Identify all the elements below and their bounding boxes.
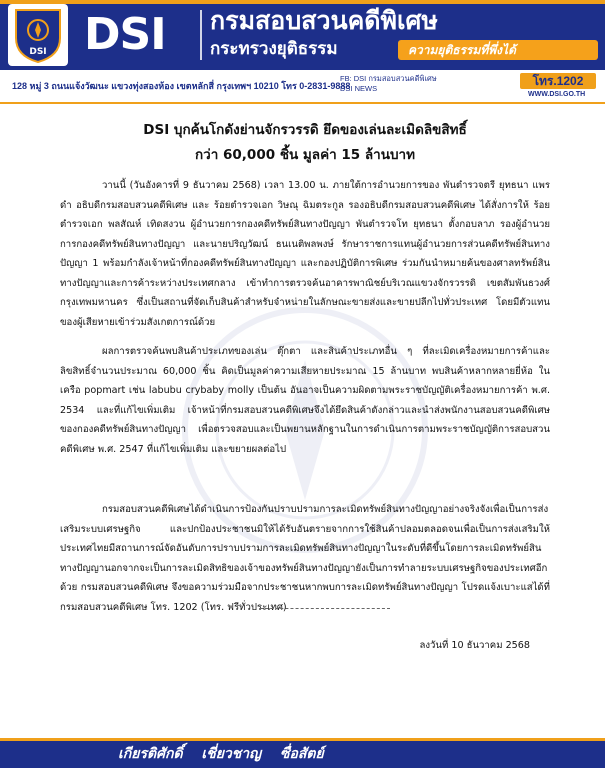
paragraph-1: วานนี้ (วันอังคารที่ 9 ธันวาคม 2568) เวลา 13.00 น. ภายใต้การอำนวยการของ พันตำรวจตรี ยุทธนา แพรดำ อธิบดีกรมสอบสวนคดีพิเศษ และ ร้อยตำรวจเอก วิษณุ ฉิมตระกูล รองอธิบดีกรมสอบสวนคดีพิเศษ ได้สั่งการให้ ร้อยตำรวจเอก พลสัณห์ เทิดสงวน ผู้อำนวยการกองคดีทรัพย์สินทางปัญญา พันตำรวจโท ยุทธนา ตั้งกอบลาภ รองผู้อำนวยการกองคดีทรัพย์สินทางปัญญา และนายปริญวัฒน์ ธนเนติพลพงษ์ รักษาราชการแทนผู้อำนวยการส่วนคดีทรัพย์สินทางปัญญา 1 พร้อมกำลังเจ้าหน้าที่กองคดีทรัพย์สินทางปัญญา และกองปฏิบัติการพิเศษ ร่วมกันนำหมายค้นของศาลทรัพย์สินทางปัญญาและการค้าระหว่างประเทศกลาง เข้าทำการตรวจค้นอาคารพาณิชย์บริเวณแขวงจักรวรรดิ เขตสัมพันธวงศ์ กรุงเทพมหานคร ซึ่งเป็นสถานที่จัดเก็บสินค้าสำหรับจำหน่ายในลักษณะขายส่งและขายปลีกไปทั่วประเทศ โดยมีตัวแทนของผู้เสียหายเข้าร่วมสังเกตการณ์ด้วย <box>60 180 550 328</box>
facebook-line-1: FB: DSI กรมสอบสวนคดีพิเศษ <box>340 74 437 83</box>
header-divider <box>200 10 202 60</box>
article-title-line-1: DSI บุกค้นโกดังย่านจักรวรรดิ ยึดของเล่นละเมิดลิขสิทธิ์ <box>143 122 467 138</box>
footer-motto <box>118 744 338 764</box>
motto-word-1: เกียรติศักดิ์ <box>118 746 183 762</box>
motto-word-2: เชี่ยวชาญ <box>201 746 262 762</box>
slogan-text: ความยุติธรรมที่พึ่งได้ <box>408 43 516 57</box>
footer-banner <box>0 738 605 768</box>
dashed-divider <box>260 608 390 609</box>
accent-stripe <box>0 0 605 4</box>
article-title-line-2: กว่า 60,000 ชิ้น มูลค่า 15 ล้านบาท <box>194 147 416 163</box>
hotline-badge: โทร.1202 <box>520 73 596 89</box>
dsi-emblem-logo <box>8 4 68 66</box>
document-date: ลงวันที่ 10 ธันวาคม 2568 <box>419 640 530 651</box>
website-url: WWW.DSI.GO.TH <box>528 91 586 98</box>
paragraph-2: ผลการตรวจค้นพบสินค้าประเภทของเล่น ตุ๊กตา และสินค้าประเภทอื่น ๆ ที่ละเมิดเครื่องหมายการค้าและลิขสิทธิ์จำนวนประมาณ 60,000 ชิ้น คิดเป็นมูลค่าความเสียหายประมาณ 15 ล้านบาท พบสินค้าหลากหลายยี่ห้อ ในเครือ popmart เช่น labubu crybaby molly เป็นต้น อันอาจเป็นความผิดตามพระราชบัญญัติเครื่องหมายการค้า พ.ศ. 2534 และที่แก้ไขเพิ่มเติม เจ้าหน้าที่กรมสอบสวนคดีพิเศษจึงได้ยึดสินค้าดังกล่าวและนำส่งพนักงานสอบสวนคดีพิเศษของกองคดีทรัพย์สินทางปัญญา เพื่อตรวจสอบและเป็นพยานหลักฐานในการดำเนินการตามพระราชบัญญัติการสอบสวนคดีพิเศษ พ.ศ. 2547 ที่แก้ไขเพิ่มเติม และขยายผลต่อไป <box>60 346 550 455</box>
ministry-name: กระทรวงยุติธรรม <box>210 39 338 59</box>
facebook-info <box>340 74 437 94</box>
letterhead-banner <box>0 0 605 70</box>
contact-bar <box>0 70 605 104</box>
department-name: กรมสอบสวนคดีพิเศษ <box>210 6 438 35</box>
motto-word-3: ซื่อสัตย์ <box>279 746 324 762</box>
paragraph-3: กรมสอบสวนคดีพิเศษได้ดำเนินการป้องกันปราบปรามการละเมิดทรัพย์สินทางปัญญาอย่างจริงจังเพื่อเป็นการส่งเสริมระบบเศรษฐกิจ และปกป้องประชาชนมิให้ได้รับอันตรายจากการใช้สินค้าปลอมตลอดจนเพื่อเป็นการส่งเสริมให้ประเทศไทยมีสถานการณ์จัดอันดับการปราบปรามการละเมิดทรัพย์สินทางปัญญาในระดับที่ดีขึ้นโดยการละเมิดทรัพย์สินทางปัญญานอกจากจะเป็นการละเมิดสิทธิของเจ้าของทรัพย์สินทางปัญญายังเป็นการทำลายระบบเศรษฐกิจของประเทศอีกด้วย กรมสอบสวนคดีพิเศษ จึงขอความร่วมมือจากประชาชนหากพบการละเมิดทรัพย์สินทางปัญญา โปรดแจ้งเบาะแสได้ที่กรมสอบสวนคดีพิเศษ โทร. 1202 (โทร. ฟรีทั่วประเทศ) <box>60 504 550 613</box>
dsi-wordmark: DSI <box>84 9 166 60</box>
address-text: 128 หมู่ 3 ถนนแจ้งวัฒนะ แขวงทุ่งสองห้อง เขตหลักสี่ กรุงเทพฯ 10210 โทร 0-2831-9888 <box>12 81 351 91</box>
facebook-line-2: DSI NEWS <box>340 84 378 93</box>
footer-accent-stripe <box>0 738 605 741</box>
svg-text:DSI: DSI <box>29 47 47 57</box>
